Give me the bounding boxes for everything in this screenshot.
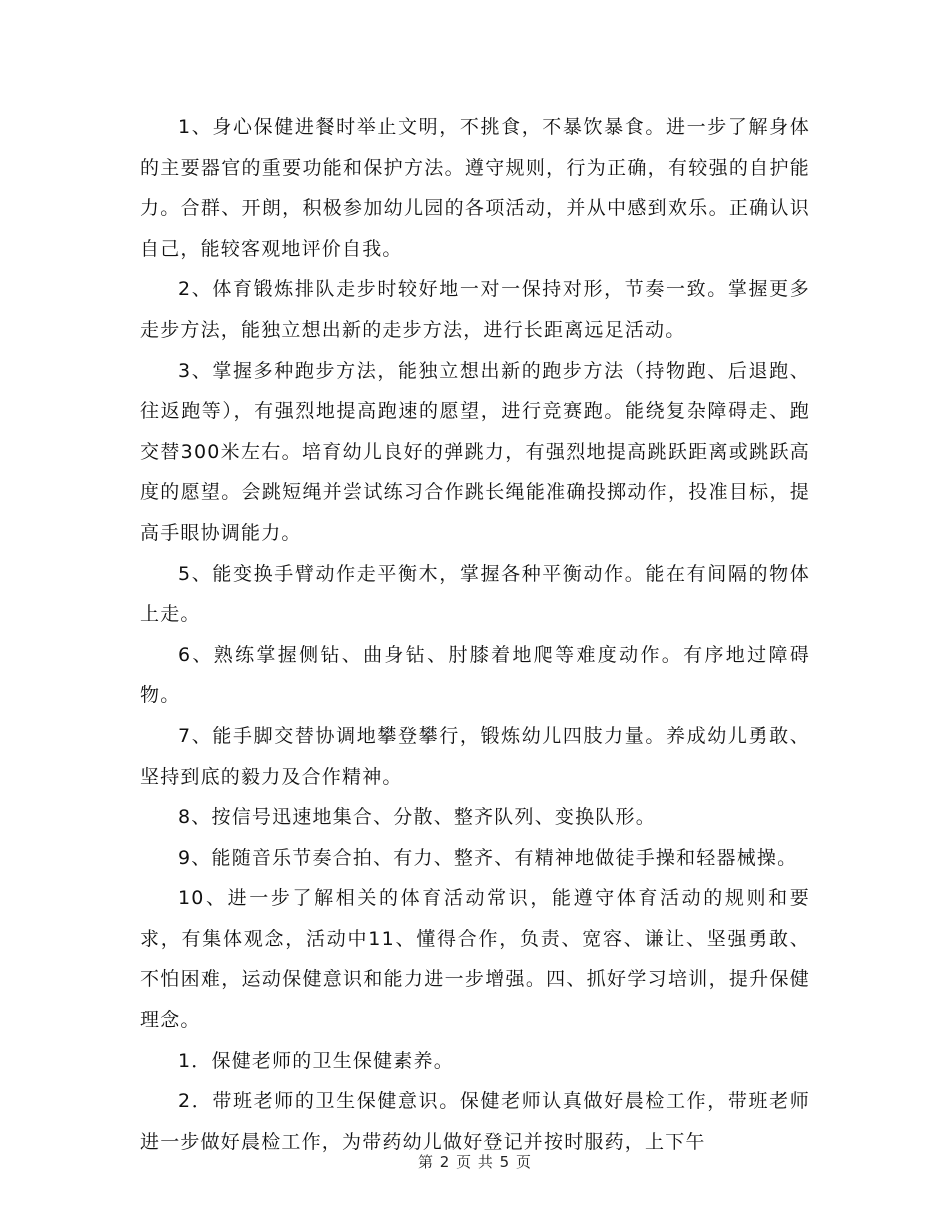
page-number-footer: 第 2 页 共 5 页 [418,1153,532,1171]
paragraph-2: 2、体育锻炼排队走步时较好地一对一保持对形，节奏一致。掌握更多走步方法，能独立想出新的走步方法，进行长距离远足活动。 [140,278,810,341]
paragraph-3: 3、掌握多种跑步方法，能独立想出新的跑步方法（持物跑、后退跑、往返跑等），有强烈地提高跑速的愿望，进行竞赛跑。能绕复杂障碍走、跑交替300米左右。培育幼儿良好的弹跳力，有强烈地提高跳跃距离或跳跃高度的愿望。会跳短绳并尝试练习合作跳长绳能准确投掷动作，投准目标，提高手眼协调能力。 [140,359,810,544]
paragraph-6: 6、熟练掌握侧钻、曲身钻、肘膝着地爬等难度动作。有序地过障碍物。 [140,643,810,707]
paragraph-1: 1、身心保健进餐时举止文明，不挑食，不暴饮暴食。进一步了解身体的主要器官的重要功能和保护方法。遵守规则，行为正确，有较强的自护能力。合群、开朗，积极参加幼儿园的各项活动，并从中感到欢乐。正确认识自己，能较客观地评价自我。 [140,116,810,260]
document-body [140,107,810,1162]
paragraph-5: 5、能变换手臂动作走平衡木，掌握各种平衡动作。能在有间隔的物体上走。 [140,562,810,626]
paragraph-training-1: 1．保健老师的卫生保健素养。 [178,1049,454,1072]
paragraph-9: 9、能随音乐节奏合拍、有力、整齐、有精神地做徒手操和轻器械操。 [178,846,798,869]
paragraph-7: 7、能手脚交替协调地攀登攀行，锻炼幼儿四肢力量。养成幼儿勇敢、坚持到底的毅力及合作精神。 [140,724,810,788]
paragraph-10: 10、进一步了解相关的体育活动常识，能遵守体育活动的规则和要求，有集体观念，活动中11、懂得合作，负责、宽容、谦让、坚强勇敢、不怕困难，运动保健意识和能力进一步增强。四、抓好学习培训，提升保健理念。 [140,887,810,1032]
paragraph-training-2: 2．带班老师的卫生保健意识。保健老师认真做好晨检工作，带班老师进一步做好晨检工作，为带药幼儿做好登记并按时服药，上下午 [140,1090,810,1153]
paragraph-8: 8、按信号迅速地集合、分散、整齐队列、变换队形。 [178,806,656,829]
